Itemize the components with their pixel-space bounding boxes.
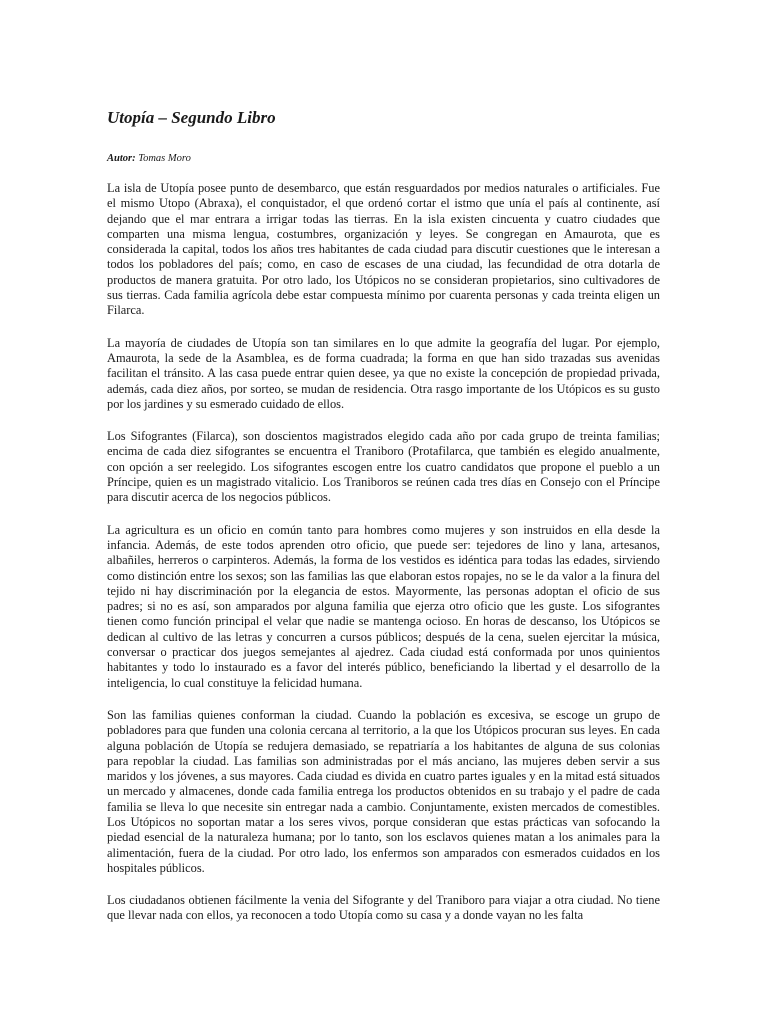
author-line [107,153,191,164]
paragraph: La agricultura es un oficio en común tanto para hombres como mujeres y son instruidos en ella desde la infancia. Además, de este todos aprenden otro oficio, que puede ser: tejedores de lino y lana, artesanos, albañiles, herreros o carpinteros. Además, la forma de los vestidos es idéntica para todas las edades, sirviendo como distinción entre los sexos; son las familias las que elaboran estos ropajes, no se le da valor a la finura del tejido ni hay discriminación por la elegancia de estos. Mayormente, las personas adoptan el oficio de sus padres; si no es así, son amparados por alguna familia que ejerza otro oficio que les guste. Los sifograntes tienen como función principal el velar que nadie se mantenga ocioso. En horas de descanso, los Utópicos se dedican al cultivo de las letras y concurren a cursos públicos; después de la cena, suelen ejercitar la música, conversar o practicar dos juegos semejantes al ajedrez. Cada ciudad está conformada por unos quinientos habitantes y todo lo instaurado es a favor del interés público, beneficiando la libertad y el desarrollo de la inteligencia, lo cual constituye la felicidad humana. [107,522,660,690]
document-title: Utopía – Segundo Libro [107,108,276,127]
author-name: Tomas Moro [138,153,191,164]
document-body [107,181,660,941]
paragraph: Los Sifograntes (Filarca), son doscientos magistrados elegido cada año por cada grupo de treinta familias; encima de cada diez sifograntes se encuentra el Traniboro (Protafilarca, que también es elegido anualmente, con opción a ser reelegido. Los sifograntes escogen entre los cuatro candidatos que propone el pueblo a un Príncipe, quien es un magistrado vitalicio. Los Traniboros se reúnen cada tres días en Consejo con el Príncipe para discutir acerca de los negocios públicos. [107,429,660,505]
paragraph: La isla de Utopía posee punto de desembarco, que están resguardados por medios naturales o artificiales. Fue el mismo Utopo (Abraxa), el conquistador, el que ordenó cortar el istmo que unía el país al continente, así dejando que el mar entrara a irrigar todas las tierras. En la isla existen cincuenta y cuatro ciudades que comparten una misma lengua, costumbres, organización y leyes. Se congregan en Amaurota, que es considerada la capital, todos los años tres habitantes de cada ciudad para discutir cuestiones que le interesan a todos los pobladores del país; como, en caso de escases de una ciudad, las fecundidad de otra dotarla de productos de manera gratuita. Por otro lado, los Utópicos no se consideran propietarios, sino cultivadores de sus tierras. Cada familia agrícola debe estar compuesta mínimo por cuarenta personas y cada treinta eligen un Filarca. [107,181,660,318]
paragraph: Son las familias quienes conforman la ciudad. Cuando la población es excesiva, se escoge un grupo de pobladores para que funden una colonia cercana al territorio, a la que los Utópicos procuran sus leyes. En cada alguna población de Utopía se redujera demasiado, se repatriaría a los habitantes de alguna de sus colonias para repoblar la ciudad. Las familias son administradas por el más anciano, las mujeres deben servir a sus maridos y los jóvenes, a sus mayores. Cada ciudad es divida en cuatro partes iguales y en la mitad está situados un mercado y almacenes, donde cada familia entrega los productos obtenidos en su trabajo y el padre de cada familia se lleva lo que necesite sin entregar nada a cambio. Conjuntamente, existen mercados de comestibles. Los Utópicos no soportan matar a los seres vivos, porque consideran que estas prácticas van sofocando la piedad esencial de la naturaleza humana; por lo tanto, son los esclavos quienes matan a los animales para la alimentación, fuera de la ciudad. Por otro lado, los enfermos son amparados con esmerados cuidados en los hospitales públicos. [107,707,660,875]
author-label: Autor: [107,153,136,164]
paragraph: La mayoría de ciudades de Utopía son tan similares en lo que admite la geografía del lugar. Por ejemplo, Amaurota, la sede de la Asamblea, es de forma cuadrada; la forma en que han sido trazadas sus avenidas facilitan el tránsito. A las casa puede entrar quien desee, ya que no existe la concepción de propiedad privada, además, cada diez años, por sorteo, se mudan de residencia. Otra rasgo importante de los Utópicos es su gusto por los jardines y su esmerado cuidado de ellos. [107,335,660,411]
paragraph: Los ciudadanos obtienen fácilmente la venia del Sifogrante y del Traniboro para viajar a otra ciudad. No tiene que llevar nada con ellos, ya reconocen a todo Utopía como su casa y a donde vayan no les falta [107,893,660,923]
